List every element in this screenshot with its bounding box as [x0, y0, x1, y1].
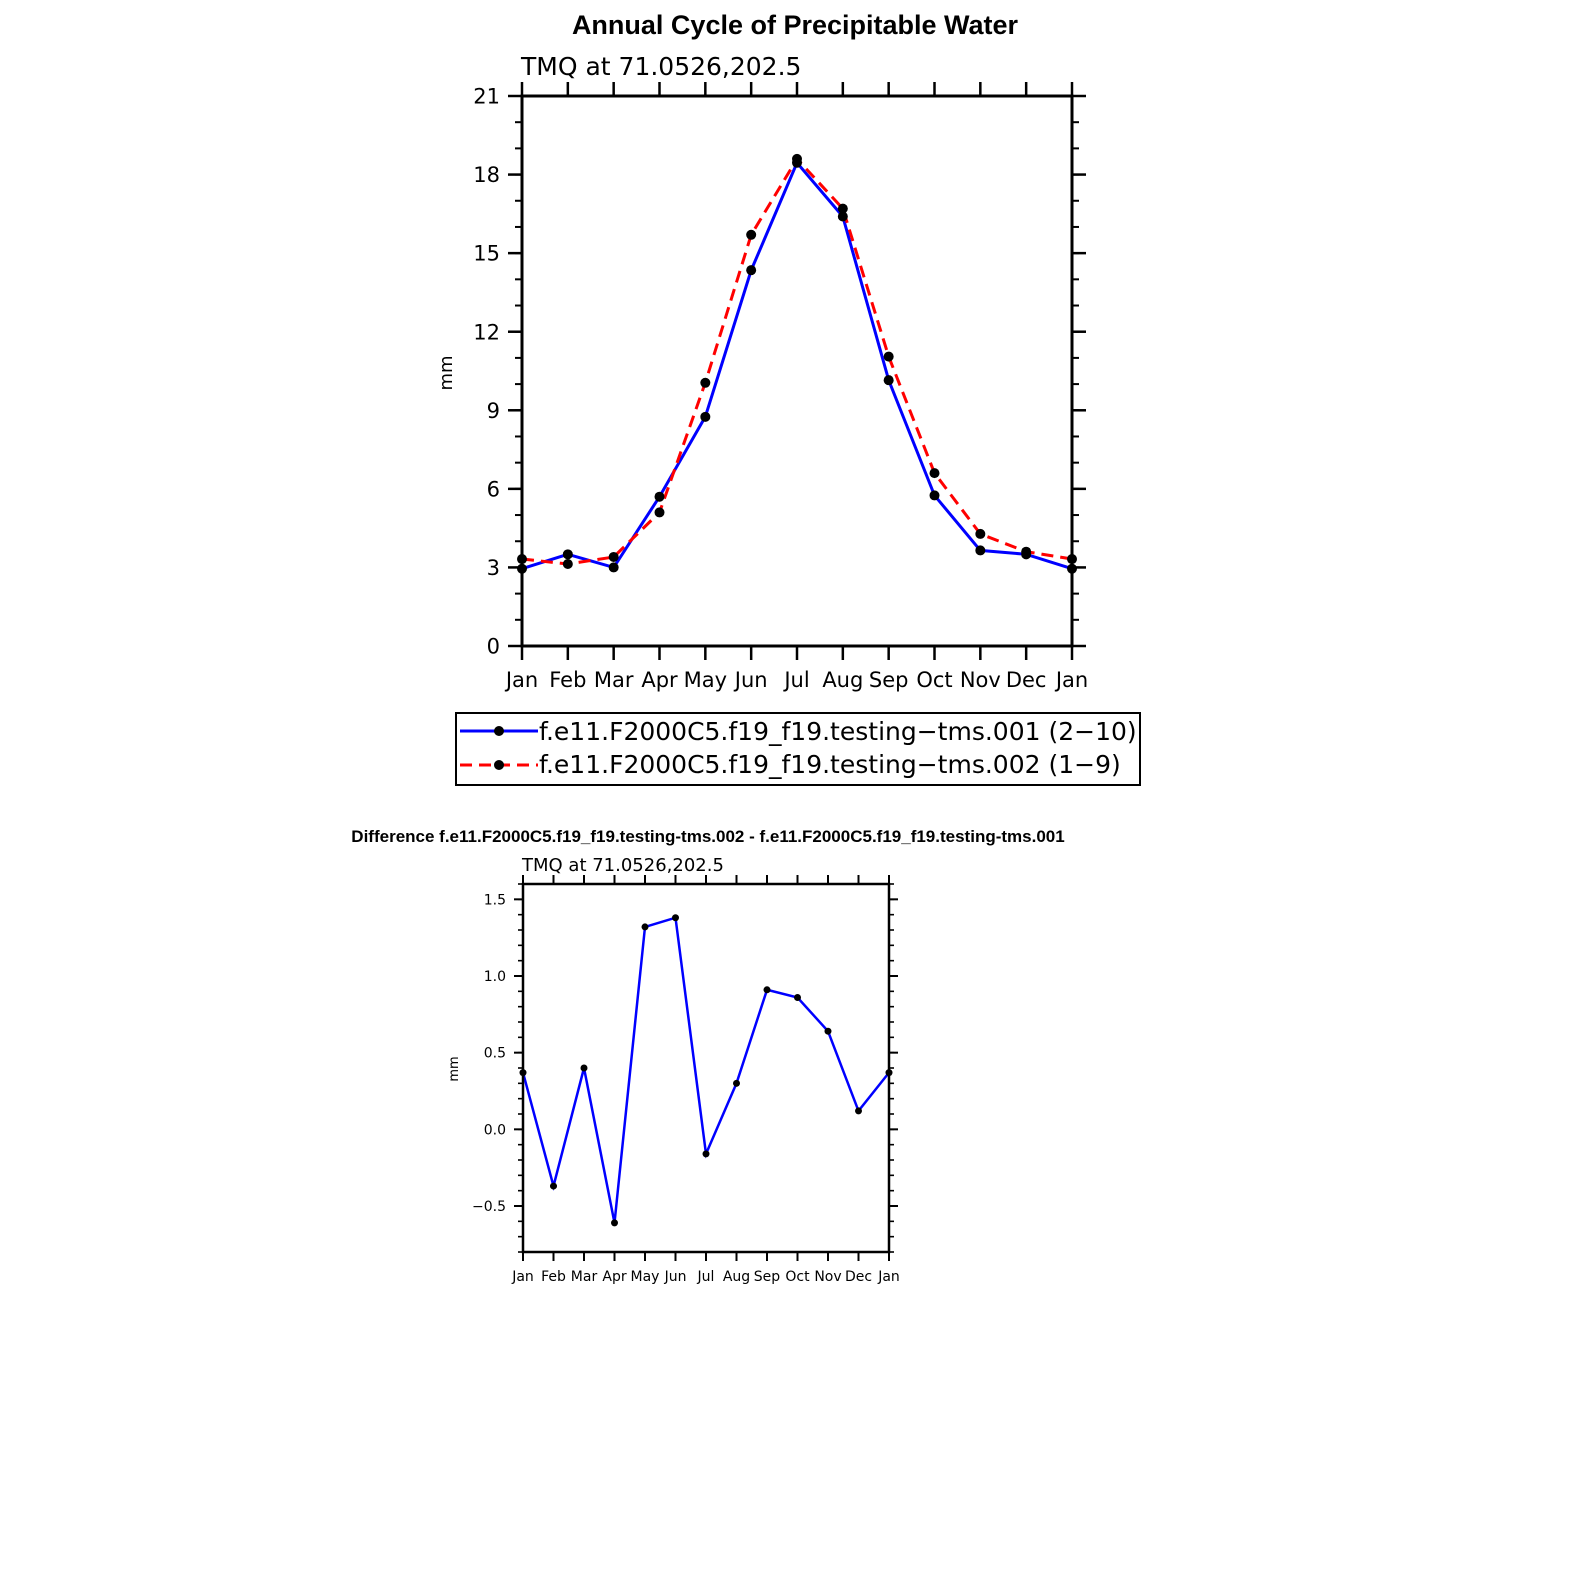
data-point-s1 — [855, 1107, 862, 1114]
x-tick-label: Jun — [664, 1269, 687, 1285]
x-tick-label: Apr — [641, 668, 678, 692]
data-point-s1 — [825, 1028, 832, 1035]
diff-chart-series — [520, 914, 893, 1226]
y-tick-label: 0.0 — [483, 1122, 506, 1139]
diff-chart-subtitle: TMQ at 71.0526,202.5 — [522, 855, 724, 876]
x-tick-label: Mar — [593, 668, 634, 692]
data-point-s1 — [794, 994, 801, 1001]
x-tick-label: Dec — [1005, 668, 1047, 692]
y-tick-label: 9 — [486, 398, 500, 423]
legend-marker-blue — [494, 726, 504, 736]
data-point-s2 — [792, 154, 802, 164]
x-tick-label: Sep — [868, 668, 909, 692]
chart-axes — [473, 82, 1088, 692]
y-tick-label: 12 — [473, 320, 500, 345]
data-point-s2 — [700, 378, 710, 388]
data-point-s1 — [733, 1080, 740, 1087]
y-tick-label: 1.5 — [483, 892, 506, 909]
data-point-s1 — [672, 914, 679, 921]
x-tick-label: Feb — [541, 1269, 566, 1285]
data-point-s1 — [746, 265, 756, 275]
diff-chart-axes — [472, 875, 900, 1285]
data-point-s2 — [975, 529, 985, 539]
x-tick-label: Dec — [844, 1269, 873, 1285]
data-point-s1 — [930, 490, 940, 500]
x-tick-label: Apr — [602, 1269, 627, 1285]
data-point-s1 — [700, 412, 710, 422]
x-tick-label: Jan — [878, 1269, 900, 1285]
legend-label-series-2: f.e11.F2000C5.f19_f19.testing−tms.002 (1−9) — [539, 750, 1121, 779]
x-tick-label: Jan — [1055, 668, 1089, 692]
y-tick-label: 18 — [473, 163, 500, 188]
legend-label-series-1: f.e11.F2000C5.f19_f19.testing−tms.001 (2−10) — [539, 717, 1137, 746]
y-axis-label: mm — [436, 355, 457, 391]
x-tick-label: Jul — [697, 1269, 715, 1285]
y-tick-label: 15 — [473, 241, 500, 266]
difference-chart — [351, 827, 1064, 1285]
data-point-s1 — [975, 545, 985, 555]
data-point-s1 — [655, 492, 665, 502]
x-tick-label: Sep — [753, 1269, 781, 1285]
y-tick-label: 6 — [486, 477, 500, 502]
chart-subtitle: TMQ at 71.0526,202.5 — [521, 52, 802, 81]
legend — [456, 713, 1140, 785]
legend-marker-red — [494, 760, 504, 770]
data-point-s1 — [550, 1183, 557, 1190]
x-tick-label: Jan — [505, 668, 539, 692]
data-point-s2 — [746, 230, 756, 240]
x-tick-label: Nov — [959, 668, 1001, 692]
data-point-s2 — [1021, 547, 1031, 557]
data-point-s1 — [581, 1065, 588, 1072]
diff-plot-frame — [523, 884, 889, 1252]
data-point-s2 — [655, 507, 665, 517]
x-tick-label: Mar — [570, 1269, 598, 1285]
x-tick-label: Nov — [814, 1269, 842, 1285]
data-point-s1 — [611, 1219, 618, 1226]
y-tick-label: 0 — [486, 634, 500, 659]
annual-cycle-chart — [436, 10, 1140, 785]
data-point-s2 — [838, 204, 848, 214]
data-point-s1 — [884, 375, 894, 385]
chart-series — [517, 154, 1077, 574]
diff-chart-title: Difference f.e11.F2000C5.f19_f19.testing-tms.002 - f.e11.F2000C5.f19_f19.testing-tms.001 — [351, 827, 1065, 846]
series-line-1 — [522, 163, 1072, 569]
diff-y-axis-label: mm — [447, 1056, 462, 1082]
data-point-s2 — [930, 468, 940, 478]
data-point-s2 — [884, 352, 894, 362]
y-tick-label: −0.5 — [472, 1199, 506, 1216]
x-tick-label: Feb — [549, 668, 587, 692]
x-tick-label: Aug — [722, 1269, 751, 1285]
series-line-1 — [523, 918, 889, 1223]
data-point-s1 — [563, 549, 573, 559]
x-tick-label: Jun — [734, 668, 768, 692]
x-tick-label: Aug — [822, 668, 864, 692]
x-tick-label: Oct — [785, 1269, 810, 1285]
data-point-s2 — [609, 552, 619, 562]
data-point-s1 — [703, 1150, 710, 1157]
data-point-s1 — [764, 986, 771, 993]
y-tick-label: 1.0 — [483, 969, 506, 986]
chart-title: Annual Cycle of Precipitable Water — [571, 10, 1019, 40]
data-point-s1 — [642, 923, 649, 930]
data-point-s2 — [563, 559, 573, 569]
x-tick-label: Oct — [916, 668, 953, 692]
data-point-s1 — [609, 562, 619, 572]
series-line-2 — [522, 159, 1072, 564]
y-tick-label: 3 — [486, 555, 500, 580]
y-tick-label: 0.5 — [483, 1045, 506, 1062]
x-tick-label: May — [630, 1269, 660, 1285]
x-tick-label: Jan — [512, 1269, 534, 1285]
y-tick-label: 21 — [473, 84, 500, 109]
x-tick-label: May — [683, 668, 728, 692]
x-tick-label: Jul — [784, 668, 810, 692]
